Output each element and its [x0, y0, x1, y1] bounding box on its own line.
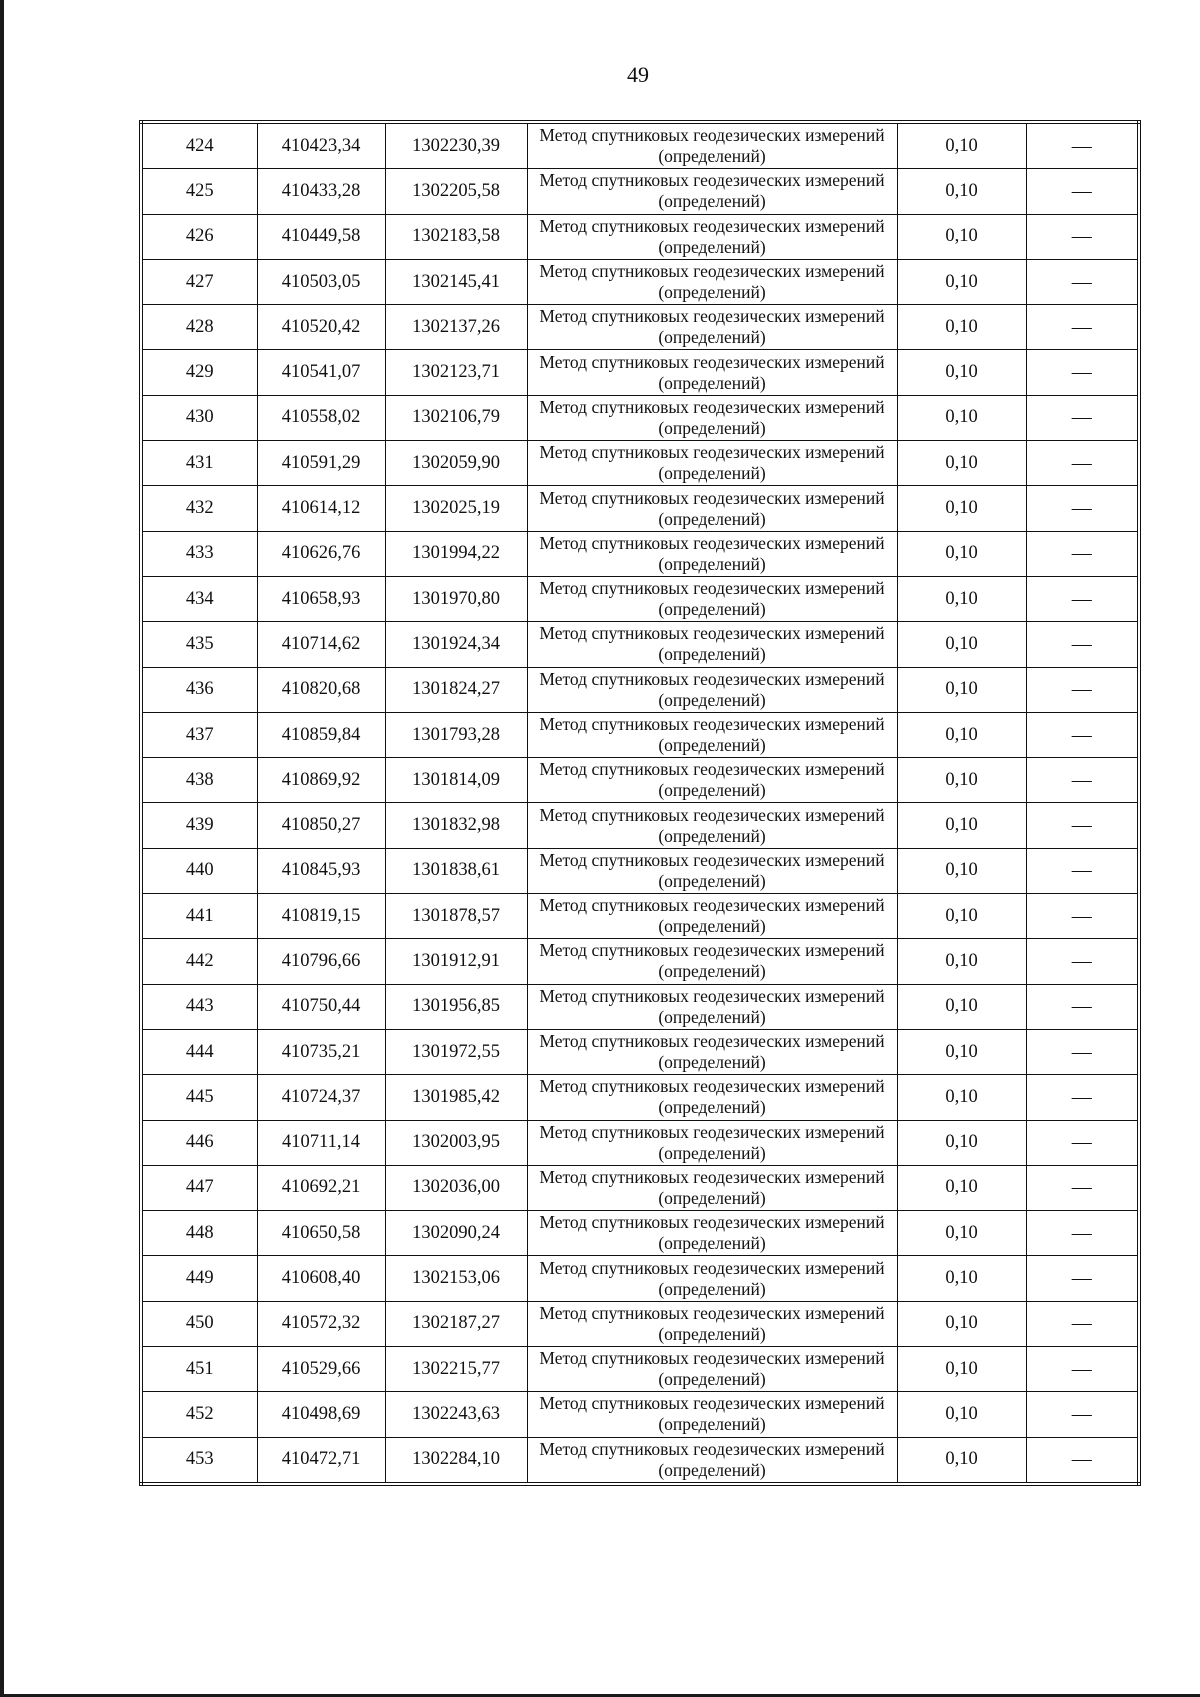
table-row — [141, 1075, 1139, 1120]
y-coordinate-cell: 1302036,00 — [385, 1165, 527, 1210]
accuracy-cell: 0,10 — [897, 531, 1026, 576]
method-cell: Метод спутниковых геодезических измерений (определений) — [527, 531, 897, 576]
x-coordinate-cell: 410796,66 — [257, 939, 385, 984]
point-number-cell: 448 — [141, 1211, 257, 1256]
accuracy-cell: 0,10 — [897, 984, 1026, 1029]
x-coordinate-cell: 410859,84 — [257, 712, 385, 757]
note-cell: — — [1026, 1075, 1139, 1120]
x-coordinate-cell: 410724,37 — [257, 1075, 385, 1120]
scan-edge-left — [0, 0, 4, 1697]
note-cell: — — [1026, 441, 1139, 486]
point-number-cell: 444 — [141, 1029, 257, 1074]
note-cell: — — [1026, 1165, 1139, 1210]
note-cell: — — [1026, 122, 1139, 169]
note-cell: — — [1026, 984, 1139, 1029]
method-cell: Метод спутниковых геодезических измерений (определений) — [527, 1392, 897, 1437]
coordinates-table-container — [139, 120, 1137, 1486]
table-row — [141, 939, 1139, 984]
accuracy-cell: 0,10 — [897, 1437, 1026, 1484]
point-number-cell: 443 — [141, 984, 257, 1029]
method-cell: Метод спутниковых геодезических измерений (определений) — [527, 984, 897, 1029]
note-cell: — — [1026, 214, 1139, 259]
x-coordinate-cell: 410735,21 — [257, 1029, 385, 1074]
x-coordinate-cell: 410692,21 — [257, 1165, 385, 1210]
y-coordinate-cell: 1301956,85 — [385, 984, 527, 1029]
method-cell: Метод спутниковых геодезических измерений (определений) — [527, 395, 897, 440]
method-cell: Метод спутниковых геодезических измерений (определений) — [527, 259, 897, 304]
accuracy-cell: 0,10 — [897, 1211, 1026, 1256]
table-row — [141, 1120, 1139, 1165]
accuracy-cell: 0,10 — [897, 1029, 1026, 1074]
point-number-cell: 425 — [141, 169, 257, 214]
x-coordinate-cell: 410658,93 — [257, 576, 385, 621]
x-coordinate-cell: 410850,27 — [257, 803, 385, 848]
accuracy-cell: 0,10 — [897, 622, 1026, 667]
method-cell: Метод спутниковых геодезических измерений (определений) — [527, 848, 897, 893]
method-cell: Метод спутниковых геодезических измерений (определений) — [527, 305, 897, 350]
x-coordinate-cell: 410591,29 — [257, 441, 385, 486]
x-coordinate-cell: 410529,66 — [257, 1347, 385, 1392]
table-row — [141, 1029, 1139, 1074]
y-coordinate-cell: 1302123,71 — [385, 350, 527, 395]
point-number-cell: 441 — [141, 894, 257, 939]
accuracy-cell: 0,10 — [897, 1301, 1026, 1346]
point-number-cell: 427 — [141, 259, 257, 304]
method-cell: Метод спутниковых геодезических измерений (определений) — [527, 1347, 897, 1392]
table-row — [141, 350, 1139, 395]
accuracy-cell: 0,10 — [897, 1392, 1026, 1437]
page-number: 49 — [627, 62, 649, 87]
point-number-cell: 438 — [141, 758, 257, 803]
y-coordinate-cell: 1302137,26 — [385, 305, 527, 350]
point-number-cell: 447 — [141, 1165, 257, 1210]
x-coordinate-cell: 410608,40 — [257, 1256, 385, 1301]
method-cell: Метод спутниковых геодезических измерений (определений) — [527, 1301, 897, 1346]
note-cell: — — [1026, 531, 1139, 576]
x-coordinate-cell: 410498,69 — [257, 1392, 385, 1437]
method-cell: Метод спутниковых геодезических измерений (определений) — [527, 939, 897, 984]
accuracy-cell: 0,10 — [897, 939, 1026, 984]
point-number-cell: 451 — [141, 1347, 257, 1392]
method-cell: Метод спутниковых геодезических измерений (определений) — [527, 1075, 897, 1120]
accuracy-cell: 0,10 — [897, 350, 1026, 395]
y-coordinate-cell: 1302205,58 — [385, 169, 527, 214]
point-number-cell: 429 — [141, 350, 257, 395]
accuracy-cell: 0,10 — [897, 758, 1026, 803]
accuracy-cell: 0,10 — [897, 1256, 1026, 1301]
y-coordinate-cell: 1301972,55 — [385, 1029, 527, 1074]
table-row — [141, 667, 1139, 712]
point-number-cell: 426 — [141, 214, 257, 259]
accuracy-cell: 0,10 — [897, 712, 1026, 757]
y-coordinate-cell: 1302284,10 — [385, 1437, 527, 1484]
method-cell: Метод спутниковых геодезических измерений (определений) — [527, 622, 897, 667]
method-cell: Метод спутниковых геодезических измерений (определений) — [527, 758, 897, 803]
y-coordinate-cell: 1302153,06 — [385, 1256, 527, 1301]
point-number-cell: 446 — [141, 1120, 257, 1165]
note-cell: — — [1026, 486, 1139, 531]
x-coordinate-cell: 410869,92 — [257, 758, 385, 803]
y-coordinate-cell: 1302090,24 — [385, 1211, 527, 1256]
table-row — [141, 1392, 1139, 1437]
x-coordinate-cell: 410503,05 — [257, 259, 385, 304]
y-coordinate-cell: 1302059,90 — [385, 441, 527, 486]
x-coordinate-cell: 410750,44 — [257, 984, 385, 1029]
accuracy-cell: 0,10 — [897, 441, 1026, 486]
note-cell: — — [1026, 1301, 1139, 1346]
accuracy-cell: 0,10 — [897, 214, 1026, 259]
x-coordinate-cell: 410541,07 — [257, 350, 385, 395]
y-coordinate-cell: 1301878,57 — [385, 894, 527, 939]
point-number-cell: 445 — [141, 1075, 257, 1120]
x-coordinate-cell: 410626,76 — [257, 531, 385, 576]
note-cell: — — [1026, 939, 1139, 984]
table-row — [141, 1301, 1139, 1346]
accuracy-cell: 0,10 — [897, 305, 1026, 350]
note-cell: — — [1026, 1392, 1139, 1437]
y-coordinate-cell: 1302106,79 — [385, 395, 527, 440]
accuracy-cell: 0,10 — [897, 395, 1026, 440]
x-coordinate-cell: 410449,58 — [257, 214, 385, 259]
x-coordinate-cell: 410423,34 — [257, 122, 385, 169]
y-coordinate-cell: 1301985,42 — [385, 1075, 527, 1120]
accuracy-cell: 0,10 — [897, 576, 1026, 621]
note-cell: — — [1026, 894, 1139, 939]
method-cell: Метод спутниковых геодезических измерений (определений) — [527, 667, 897, 712]
x-coordinate-cell: 410572,32 — [257, 1301, 385, 1346]
point-number-cell: 430 — [141, 395, 257, 440]
table-row — [141, 1211, 1139, 1256]
point-number-cell: 431 — [141, 441, 257, 486]
table-row — [141, 848, 1139, 893]
table-row — [141, 1165, 1139, 1210]
note-cell: — — [1026, 848, 1139, 893]
note-cell: — — [1026, 350, 1139, 395]
note-cell: — — [1026, 803, 1139, 848]
table-row — [141, 803, 1139, 848]
accuracy-cell: 0,10 — [897, 1347, 1026, 1392]
note-cell: — — [1026, 1437, 1139, 1484]
x-coordinate-cell: 410614,12 — [257, 486, 385, 531]
table-row — [141, 395, 1139, 440]
y-coordinate-cell: 1302025,19 — [385, 486, 527, 531]
note-cell: — — [1026, 622, 1139, 667]
note-cell: — — [1026, 1211, 1139, 1256]
y-coordinate-cell: 1301793,28 — [385, 712, 527, 757]
point-number-cell: 433 — [141, 531, 257, 576]
accuracy-cell: 0,10 — [897, 1075, 1026, 1120]
point-number-cell: 428 — [141, 305, 257, 350]
accuracy-cell: 0,10 — [897, 667, 1026, 712]
point-number-cell: 437 — [141, 712, 257, 757]
table-row — [141, 259, 1139, 304]
accuracy-cell: 0,10 — [897, 122, 1026, 169]
table-row — [141, 894, 1139, 939]
x-coordinate-cell: 410711,14 — [257, 1120, 385, 1165]
method-cell: Метод спутниковых геодезических измерений (определений) — [527, 1256, 897, 1301]
accuracy-cell: 0,10 — [897, 1120, 1026, 1165]
note-cell: — — [1026, 169, 1139, 214]
y-coordinate-cell: 1301838,61 — [385, 848, 527, 893]
table-row — [141, 122, 1139, 169]
method-cell: Метод спутниковых геодезических измерений (определений) — [527, 894, 897, 939]
y-coordinate-cell: 1302243,63 — [385, 1392, 527, 1437]
accuracy-cell: 0,10 — [897, 803, 1026, 848]
table-row — [141, 1347, 1139, 1392]
table-row — [141, 1256, 1139, 1301]
x-coordinate-cell: 410819,15 — [257, 894, 385, 939]
table-row — [141, 441, 1139, 486]
y-coordinate-cell: 1302187,27 — [385, 1301, 527, 1346]
point-number-cell: 434 — [141, 576, 257, 621]
table-row — [141, 712, 1139, 757]
note-cell: — — [1026, 305, 1139, 350]
method-cell: Метод спутниковых геодезических измерений (определений) — [527, 122, 897, 169]
x-coordinate-cell: 410714,62 — [257, 622, 385, 667]
method-cell: Метод спутниковых геодезических измерений (определений) — [527, 1120, 897, 1165]
x-coordinate-cell: 410650,58 — [257, 1211, 385, 1256]
x-coordinate-cell: 410820,68 — [257, 667, 385, 712]
note-cell: — — [1026, 1256, 1139, 1301]
y-coordinate-cell: 1302230,39 — [385, 122, 527, 169]
point-number-cell: 440 — [141, 848, 257, 893]
method-cell: Метод спутниковых геодезических измерений (определений) — [527, 486, 897, 531]
y-coordinate-cell: 1302183,58 — [385, 214, 527, 259]
method-cell: Метод спутниковых геодезических измерений (определений) — [527, 441, 897, 486]
table-row — [141, 758, 1139, 803]
point-number-cell: 439 — [141, 803, 257, 848]
point-number-cell: 442 — [141, 939, 257, 984]
accuracy-cell: 0,10 — [897, 1165, 1026, 1210]
accuracy-cell: 0,10 — [897, 259, 1026, 304]
method-cell: Метод спутниковых геодезических измерений (определений) — [527, 712, 897, 757]
x-coordinate-cell: 410558,02 — [257, 395, 385, 440]
coordinates-table — [139, 120, 1141, 1486]
point-number-cell: 452 — [141, 1392, 257, 1437]
y-coordinate-cell: 1302003,95 — [385, 1120, 527, 1165]
y-coordinate-cell: 1302215,77 — [385, 1347, 527, 1392]
y-coordinate-cell: 1301924,34 — [385, 622, 527, 667]
method-cell: Метод спутниковых геодезических измерений (определений) — [527, 1211, 897, 1256]
y-coordinate-cell: 1301832,98 — [385, 803, 527, 848]
accuracy-cell: 0,10 — [897, 169, 1026, 214]
note-cell: — — [1026, 259, 1139, 304]
method-cell: Метод спутниковых геодезических измерений (определений) — [527, 803, 897, 848]
note-cell: — — [1026, 758, 1139, 803]
note-cell: — — [1026, 712, 1139, 757]
table-row — [141, 1437, 1139, 1484]
point-number-cell: 453 — [141, 1437, 257, 1484]
y-coordinate-cell: 1301994,22 — [385, 531, 527, 576]
y-coordinate-cell: 1301824,27 — [385, 667, 527, 712]
y-coordinate-cell: 1301912,91 — [385, 939, 527, 984]
table-body — [141, 122, 1139, 1484]
table-row — [141, 576, 1139, 621]
point-number-cell: 432 — [141, 486, 257, 531]
note-cell: — — [1026, 667, 1139, 712]
point-number-cell: 450 — [141, 1301, 257, 1346]
method-cell: Метод спутниковых геодезических измерений (определений) — [527, 576, 897, 621]
note-cell: — — [1026, 1347, 1139, 1392]
method-cell: Метод спутниковых геодезических измерений (определений) — [527, 214, 897, 259]
accuracy-cell: 0,10 — [897, 848, 1026, 893]
accuracy-cell: 0,10 — [897, 894, 1026, 939]
table-row — [141, 214, 1139, 259]
note-cell: — — [1026, 1029, 1139, 1074]
table-row — [141, 622, 1139, 667]
method-cell: Метод спутниковых геодезических измерений (определений) — [527, 350, 897, 395]
x-coordinate-cell: 410433,28 — [257, 169, 385, 214]
note-cell: — — [1026, 576, 1139, 621]
point-number-cell: 435 — [141, 622, 257, 667]
method-cell: Метод спутниковых геодезических измерений (определений) — [527, 1437, 897, 1484]
table-row — [141, 305, 1139, 350]
method-cell: Метод спутниковых геодезических измерений (определений) — [527, 169, 897, 214]
x-coordinate-cell: 410845,93 — [257, 848, 385, 893]
note-cell: — — [1026, 395, 1139, 440]
table-row — [141, 486, 1139, 531]
y-coordinate-cell: 1302145,41 — [385, 259, 527, 304]
y-coordinate-cell: 1301814,09 — [385, 758, 527, 803]
table-row — [141, 531, 1139, 576]
x-coordinate-cell: 410472,71 — [257, 1437, 385, 1484]
note-cell: — — [1026, 1120, 1139, 1165]
point-number-cell: 424 — [141, 122, 257, 169]
x-coordinate-cell: 410520,42 — [257, 305, 385, 350]
table-row — [141, 169, 1139, 214]
accuracy-cell: 0,10 — [897, 486, 1026, 531]
point-number-cell: 449 — [141, 1256, 257, 1301]
method-cell: Метод спутниковых геодезических измерений (определений) — [527, 1165, 897, 1210]
table-row — [141, 984, 1139, 1029]
point-number-cell: 436 — [141, 667, 257, 712]
method-cell: Метод спутниковых геодезических измерений (определений) — [527, 1029, 897, 1074]
y-coordinate-cell: 1301970,80 — [385, 576, 527, 621]
